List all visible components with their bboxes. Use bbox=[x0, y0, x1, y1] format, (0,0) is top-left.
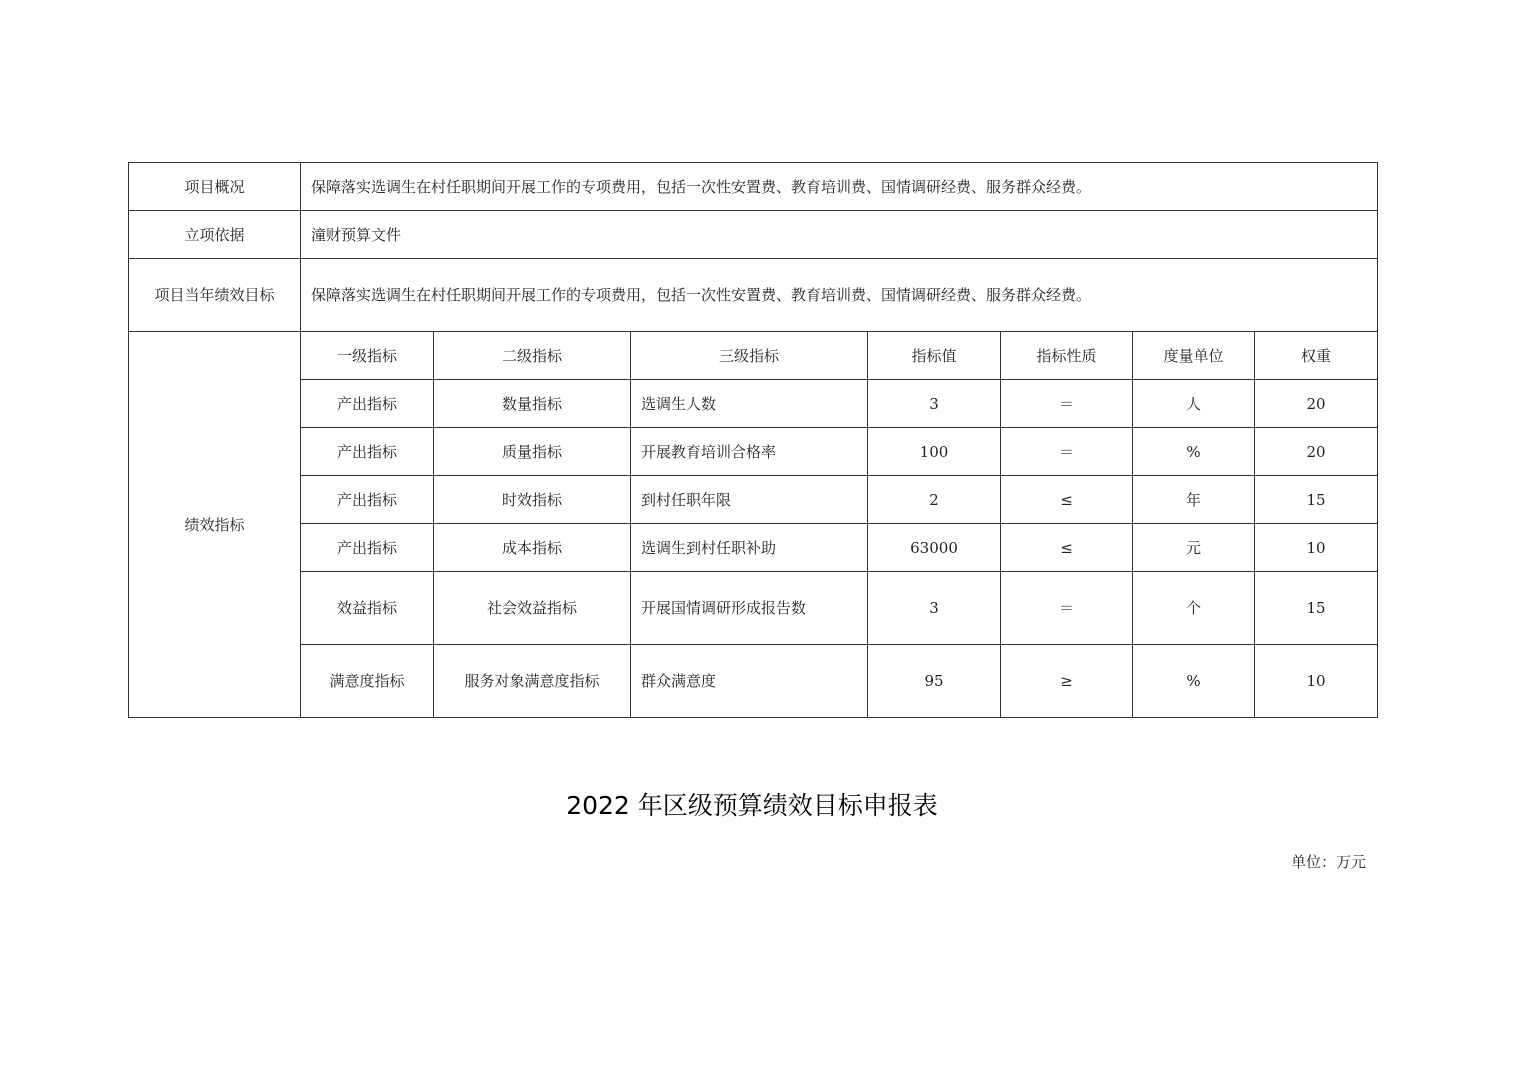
nature-cell: ＝ bbox=[1001, 380, 1133, 428]
weight-cell: 20 bbox=[1255, 428, 1378, 476]
indicator-header-row bbox=[129, 332, 1378, 380]
nature-cell: ＝ bbox=[1001, 572, 1133, 645]
header-value: 指标值 bbox=[868, 332, 1001, 380]
basis-row bbox=[129, 211, 1378, 259]
annual-goal-value: 保障落实选调生在村任职期间开展工作的专项费用，包括一次性安置费、教育培训费、国情调研经费、服务群众经费。 bbox=[301, 259, 1378, 332]
overview-value: 保障落实选调生在村任职期间开展工作的专项费用，包括一次性安置费、教育培训费、国情调研经费、服务群众经费。 bbox=[301, 163, 1378, 211]
level2-cell: 社会效益指标 bbox=[434, 572, 631, 645]
table-row bbox=[129, 645, 1378, 718]
header-nature: 指标性质 bbox=[1001, 332, 1133, 380]
unit-cell: 年 bbox=[1133, 476, 1255, 524]
level3-cell: 开展国情调研形成报告数 bbox=[631, 572, 868, 645]
level3-cell: 选调生人数 bbox=[631, 380, 868, 428]
value-cell: 100 bbox=[868, 428, 1001, 476]
indicators-label: 绩效指标 bbox=[129, 332, 301, 718]
table-row bbox=[129, 572, 1378, 645]
table-row bbox=[129, 380, 1378, 428]
unit-label: 单位：万元 bbox=[1290, 853, 1366, 871]
table-row bbox=[129, 428, 1378, 476]
weight-cell: 10 bbox=[1255, 524, 1378, 572]
annual-goal-row bbox=[129, 259, 1378, 332]
unit-cell: % bbox=[1133, 428, 1255, 476]
unit-cell: 元 bbox=[1133, 524, 1255, 572]
level1-cell: 产出指标 bbox=[301, 428, 434, 476]
header-level2: 二级指标 bbox=[434, 332, 631, 380]
header-weight: 权重 bbox=[1255, 332, 1378, 380]
level2-cell: 服务对象满意度指标 bbox=[434, 645, 631, 718]
level3-cell: 开展教育培训合格率 bbox=[631, 428, 868, 476]
value-cell: 3 bbox=[868, 572, 1001, 645]
level3-cell: 群众满意度 bbox=[631, 645, 868, 718]
level1-cell: 效益指标 bbox=[301, 572, 434, 645]
unit-cell: 个 bbox=[1133, 572, 1255, 645]
header-unit: 度量单位 bbox=[1133, 332, 1255, 380]
unit-cell: 人 bbox=[1133, 380, 1255, 428]
level1-cell: 满意度指标 bbox=[301, 645, 434, 718]
weight-cell: 15 bbox=[1255, 476, 1378, 524]
page-title: 2022 年区级预算绩效目标申报表 bbox=[566, 791, 938, 820]
level1-cell: 产出指标 bbox=[301, 476, 434, 524]
value-cell: 2 bbox=[868, 476, 1001, 524]
value-cell: 95 bbox=[868, 645, 1001, 718]
nature-cell: ≤ bbox=[1001, 476, 1133, 524]
level2-cell: 成本指标 bbox=[434, 524, 631, 572]
overview-label: 项目概况 bbox=[129, 163, 301, 211]
overview-row bbox=[129, 163, 1378, 211]
weight-cell: 20 bbox=[1255, 380, 1378, 428]
table-row bbox=[129, 476, 1378, 524]
level2-cell: 质量指标 bbox=[434, 428, 631, 476]
weight-cell: 15 bbox=[1255, 572, 1378, 645]
nature-cell: ＝ bbox=[1001, 428, 1133, 476]
basis-value: 潼财预算文件 bbox=[301, 211, 1378, 259]
weight-cell: 10 bbox=[1255, 645, 1378, 718]
level3-cell: 选调生到村任职补助 bbox=[631, 524, 868, 572]
performance-table bbox=[128, 162, 1378, 718]
level1-cell: 产出指标 bbox=[301, 524, 434, 572]
unit-cell: % bbox=[1133, 645, 1255, 718]
table-row bbox=[129, 524, 1378, 572]
header-level3: 三级指标 bbox=[631, 332, 868, 380]
value-cell: 3 bbox=[868, 380, 1001, 428]
nature-cell: ≥ bbox=[1001, 645, 1133, 718]
level3-cell: 到村任职年限 bbox=[631, 476, 868, 524]
basis-label: 立项依据 bbox=[129, 211, 301, 259]
nature-cell: ≤ bbox=[1001, 524, 1133, 572]
level2-cell: 数量指标 bbox=[434, 380, 631, 428]
level1-cell: 产出指标 bbox=[301, 380, 434, 428]
annual-goal-label: 项目当年绩效目标 bbox=[129, 259, 301, 332]
level2-cell: 时效指标 bbox=[434, 476, 631, 524]
header-level1: 一级指标 bbox=[301, 332, 434, 380]
value-cell: 63000 bbox=[868, 524, 1001, 572]
